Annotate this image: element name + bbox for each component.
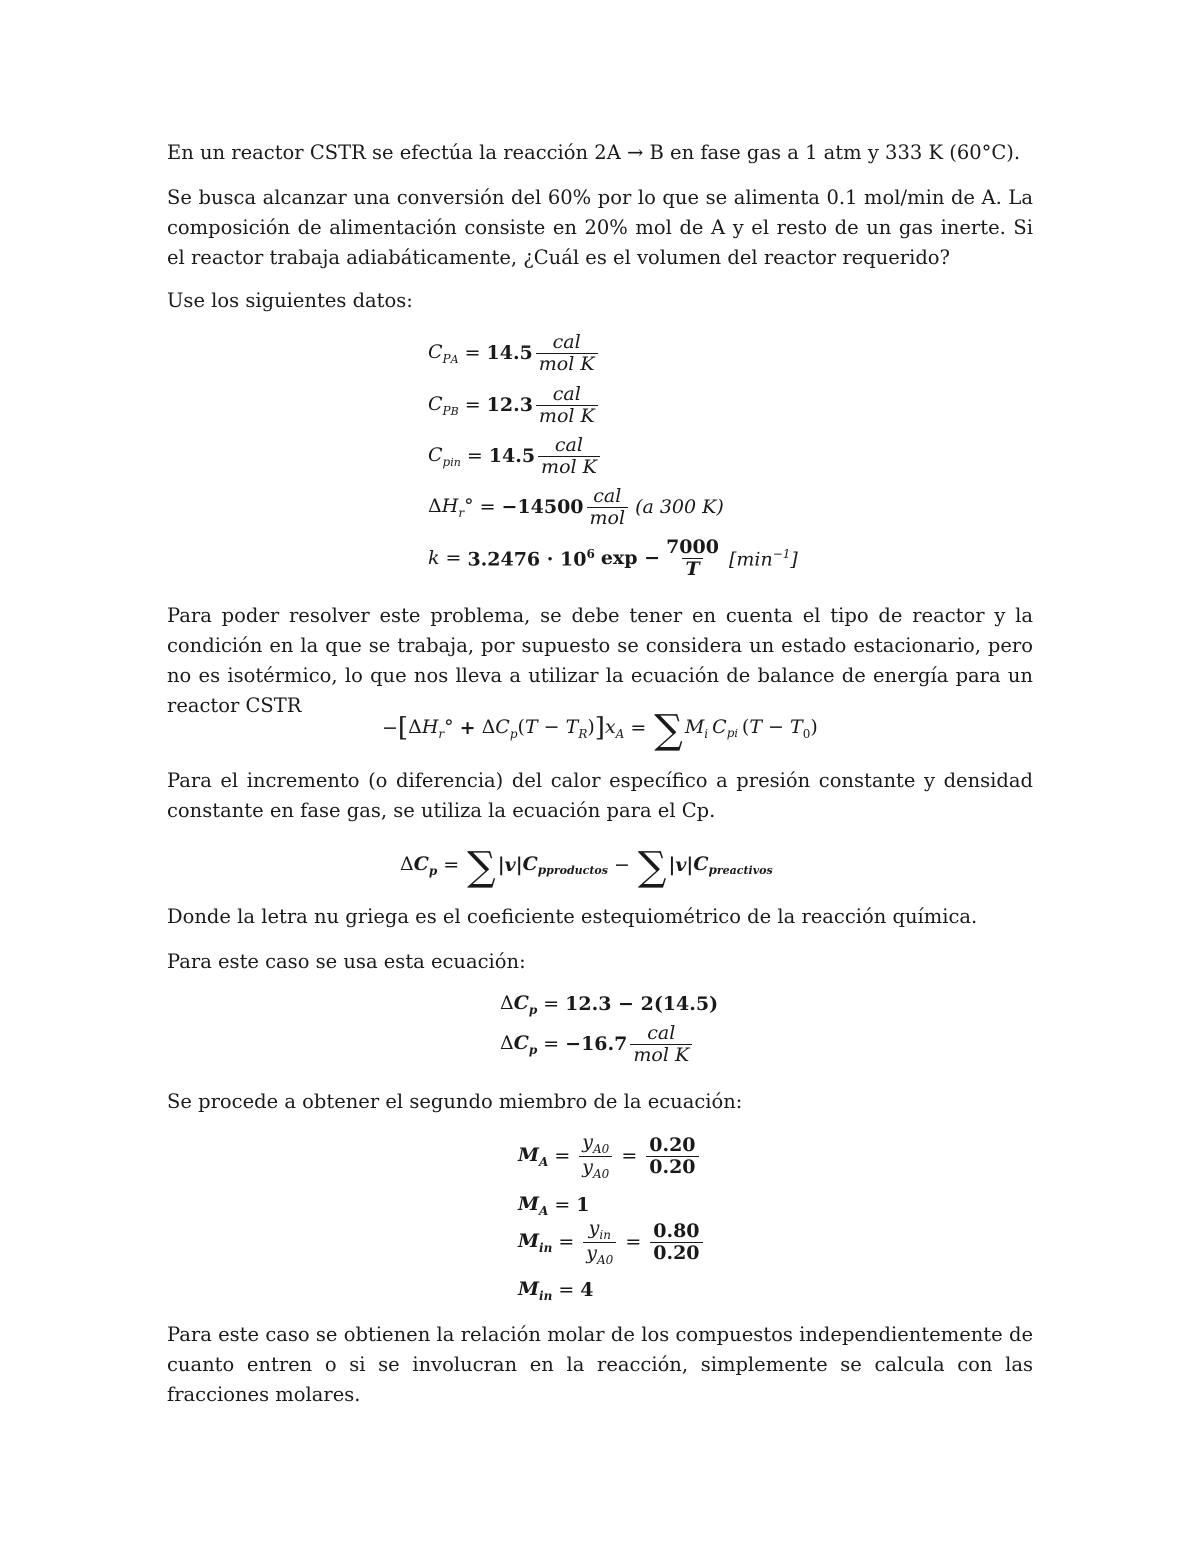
cpin-value: 14.5 bbox=[488, 445, 536, 468]
sum-symbol: ∑ bbox=[654, 707, 683, 753]
k-unit: [min bbox=[728, 548, 773, 571]
unit-numerator: cal bbox=[552, 383, 581, 405]
min-numerator: 0.80 bbox=[653, 1220, 700, 1243]
subscript-reactivos: reactivos bbox=[716, 864, 773, 878]
equation-cpa: $C_{PA}$ = 14.5 $\frac{\text{cal}}{\text{mol K}}$ bbox=[428, 332, 601, 375]
unit-denominator: mol K bbox=[538, 456, 600, 478]
delta-h-value: −14500 bbox=[501, 496, 584, 519]
sum-symbol: ∑ bbox=[637, 844, 667, 890]
cpb-value: 12.3 bbox=[486, 394, 533, 417]
equation-delta-h: $\Delta H_r^\circ$ = −14500 $\frac{\text{cal}}{\text{mol}}$ (a 300 K) bbox=[428, 485, 724, 529]
paragraph-problem: Se busca alcanzar una conversión del 60% por lo que se alimenta 0.1 mol/min de A. La composición de alimentación consiste en 20% mol de A y el resto de un gas inerte. Si el reactor trabaja adiabáticamente, ¿Cuál es el volumen del reactor requerido? bbox=[167, 186, 1033, 269]
unit-denominator: mol bbox=[587, 507, 629, 529]
unit-denominator: mol K bbox=[536, 353, 598, 375]
sum-symbol: ∑ bbox=[467, 844, 496, 890]
delta-cp-expression: 12.3 − 2(14.5) bbox=[565, 993, 719, 1016]
unit-numerator: cal bbox=[552, 331, 581, 353]
equation-energy-balance: − [ $\Delta H_r^\circ$ + $\Delta C_p$ $(T - T_R)$ ] $x_A$ = ∑ $M_i$ $C_{pi}$ $(T - T_0)$ bbox=[382, 707, 818, 753]
subscript-productos: productos bbox=[546, 864, 608, 878]
k-denominator: T bbox=[682, 558, 702, 580]
equation-ma-ratio: $M_A$ = $\frac{y_{A0}}{y_{A0}}$ = $\frac{0.20}{0.20}$ bbox=[518, 1132, 702, 1181]
paragraph-data-intro: Use los siguientes datos: bbox=[167, 289, 413, 312]
k-unit-exponent: −1 bbox=[772, 546, 791, 561]
ma-denominator: 0.20 bbox=[646, 1156, 698, 1178]
equation-delta-cp-substitution: $\Delta C_p$ = 12.3 − 2(14.5) bbox=[500, 992, 719, 1017]
unit-numerator: cal bbox=[647, 1022, 676, 1044]
paragraph-nu-definition: Donde la letra nu griega es el coeficiente estequiométrico de la reacción química. bbox=[167, 905, 978, 928]
ma-numerator: 0.20 bbox=[649, 1134, 696, 1157]
unit-denominator: mol K bbox=[536, 405, 598, 427]
k-function: exp − bbox=[600, 547, 661, 570]
k-numerator: 7000 bbox=[666, 536, 719, 558]
unit-numerator: cal bbox=[554, 434, 583, 456]
delta-cp-value: −16.7 bbox=[565, 1033, 628, 1056]
unit-numerator: cal bbox=[593, 485, 622, 507]
unit-denominator: mol K bbox=[630, 1044, 692, 1066]
min-denominator: 0.20 bbox=[650, 1242, 702, 1264]
equation-cpb: $C_{PB}$ = 12.3 $\frac{\text{cal}}{\text{mol K}}$ bbox=[428, 384, 601, 427]
equation-cpin: $C_{pin}$ = 14.5 $\frac{\text{cal}}{\text{mol K}}$ bbox=[428, 435, 603, 478]
paragraph-delta-cp: Para el incremento (o diferencia) del calor específico a presión constante y densidad constante en fase gas, se utiliza la ecuación para el Cp. bbox=[167, 769, 1033, 822]
ma-value: 1 bbox=[576, 1194, 590, 1217]
delta-h-note: (a 300 K) bbox=[635, 496, 724, 519]
equation-delta-cp-result: $\Delta C_p$ = −16.7 $\frac{\text{cal}}{\text{mol K}}$ bbox=[500, 1023, 695, 1066]
equation-min-result: $M_{in}$ = 4 bbox=[518, 1278, 594, 1303]
paragraph-case-equation: Para este caso se usa esta ecuación: bbox=[167, 950, 526, 973]
paragraph-method: Para poder resolver este problema, se debe tener en cuenta el tipo de reactor y la condición en la que se trabaja, por supuesto se considera un estado estacionario, pero no es isotérmico, lo que nos lleva a utilizar la ecuación de balance de energía para un reactor CSTR bbox=[167, 604, 1033, 717]
paragraph-intro: En un reactor CSTR se efectúa la reacción 2A → B en fase gas a 1 atm y 333 K (60°C). bbox=[167, 141, 1021, 164]
cpa-value: 14.5 bbox=[486, 342, 533, 365]
min-value: 4 bbox=[580, 1279, 594, 1302]
equation-min-ratio: $M_{in}$ = $\frac{y_{in}}{y_{A0}}$ = $\frac{0.80}{0.20}$ bbox=[518, 1218, 706, 1267]
k-value: 3.2476 · 10 bbox=[467, 548, 587, 571]
paragraph-molar-ratio: Para este caso se obtienen la relación molar de los compuestos independientemente de cuanto entren o si se involucran en la reacción, simplemente se calcula con las fracciones molares. bbox=[167, 1323, 1033, 1406]
equation-delta-cp-definition: $\Delta C_p$ = ∑ |v| $C_{pproductos}$ − ∑ |v| $C_{preactivos}$ bbox=[400, 844, 773, 890]
equation-ma-result: $M_A$ = 1 bbox=[518, 1193, 590, 1218]
paragraph-second-member: Se procede a obtener el segundo miembro de la ecuación: bbox=[167, 1090, 743, 1113]
k-exponent: 6 bbox=[586, 546, 595, 561]
equation-rate-constant: k = $3.2476 \cdot 10^6$ exp − $\frac{7000}{T}$ $[\min^{-1}]$ bbox=[428, 536, 798, 580]
